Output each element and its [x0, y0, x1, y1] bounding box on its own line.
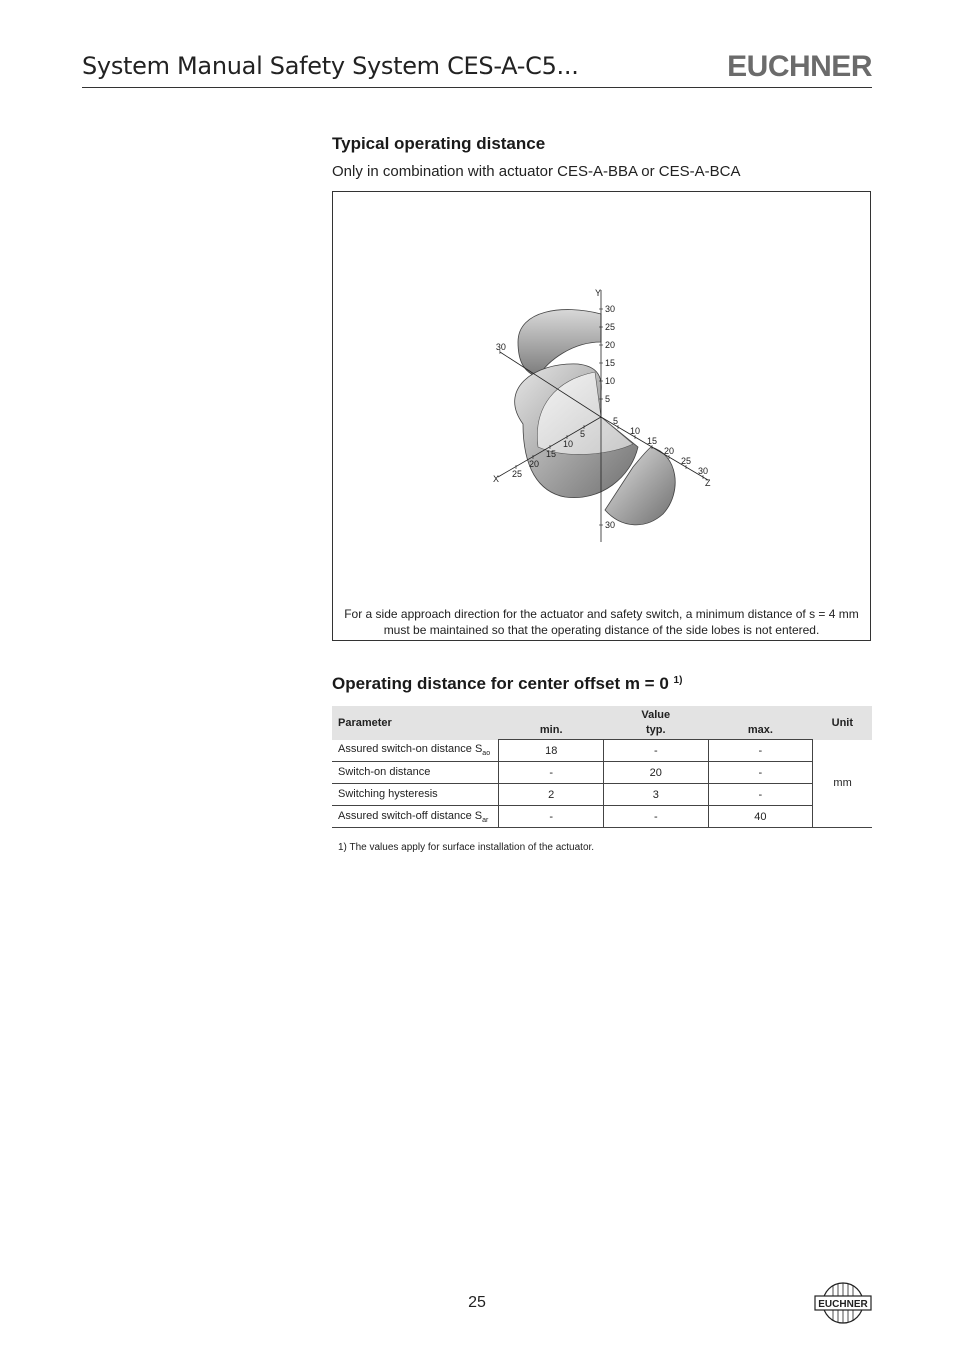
row-typ: 3: [604, 784, 709, 806]
footer-logo-text: EUCHNER: [818, 1299, 868, 1310]
y-tick-label: 5: [605, 394, 611, 404]
z-tick-label: 20: [664, 446, 675, 456]
lobe-diagram: [333, 192, 872, 642]
x-neg-tick-label: 30: [495, 341, 506, 352]
row-min: 2: [499, 784, 604, 806]
center-offset-heading-text: Operating distance for center offset m = 0: [332, 674, 669, 693]
x-tick-label: 25: [512, 469, 523, 479]
row-param: Switch-on distance: [332, 762, 499, 784]
x-tick-label: 15: [546, 449, 557, 459]
table-row: [332, 784, 872, 806]
z-tick-label: 15: [647, 436, 658, 446]
table-row: [332, 806, 872, 828]
row-param: Assured switch-off distance $S_{ar}$: [332, 806, 499, 828]
y-tick-label: 25: [605, 322, 616, 332]
z-axis-label: Z: [705, 478, 711, 488]
section-heading-center-offset: [332, 674, 682, 694]
section-heading-typical-distance: Typical operating distance: [332, 134, 546, 153]
y-tick-label: 15: [605, 358, 616, 368]
y-tick-label: 30: [605, 304, 616, 314]
x-tick-label: 5: [580, 429, 586, 439]
row-param: Switching hysteresis: [332, 784, 499, 806]
col-max: max.: [708, 721, 813, 740]
col-min: min.: [499, 721, 604, 740]
table-footnote: 1) The values apply for surface installation of the actuator.: [338, 842, 595, 853]
row-typ: -: [604, 806, 709, 828]
row-unit: mm: [813, 740, 872, 828]
row-min: -: [499, 762, 604, 784]
y-neg-tick-label: 30: [605, 520, 616, 530]
row-param: Assured switch-on distance $S_{ao}$: [332, 740, 499, 762]
table-row: [332, 762, 872, 784]
y-tick-label: 10: [605, 376, 616, 386]
z-tick-label: 30: [698, 466, 709, 476]
col-unit: Unit: [813, 706, 872, 740]
row-typ: -: [604, 740, 709, 762]
y-axis-label: Y: [595, 288, 602, 298]
page-number: 25: [468, 1294, 486, 1311]
actuator-note: Only in combination with actuator CES-A-BBA or CES-A-BCA: [332, 163, 741, 180]
footnote-ref: 1): [673, 675, 683, 686]
z-tick-label: 5: [613, 416, 619, 426]
figure-caption: For a side approach direction for the actuator and safety switch, a minimum distance of s = 4 mm must be maintained so that the operating distance of the side lobes is not entered.: [344, 607, 859, 637]
row-max: -: [708, 740, 813, 762]
euchner-logo: EUCHNER: [727, 50, 872, 83]
col-value: Value: [499, 706, 813, 721]
table-row: [332, 740, 872, 762]
col-parameter: Parameter: [332, 706, 499, 740]
row-min: -: [499, 806, 604, 828]
row-max: 40: [708, 806, 813, 828]
page-header-title: System Manual Safety System CES-A-C5...: [82, 52, 579, 80]
row-max: -: [708, 762, 813, 784]
col-typ: typ.: [604, 721, 709, 740]
z-tick-label: 10: [630, 426, 641, 436]
operating-distance-table: [332, 706, 872, 828]
y-tick-label: 20: [605, 340, 616, 350]
row-min: 18: [499, 740, 604, 762]
x-tick-label: 20: [529, 459, 540, 469]
z-tick-label: 25: [681, 456, 692, 466]
euchner-footer-logo: [814, 1279, 872, 1327]
header-divider: [82, 87, 872, 88]
x-tick-label: 10: [563, 439, 574, 449]
operating-distance-figure: [332, 191, 871, 641]
x-axis-label: X: [493, 474, 500, 484]
row-max: -: [708, 784, 813, 806]
row-typ: 20: [604, 762, 709, 784]
